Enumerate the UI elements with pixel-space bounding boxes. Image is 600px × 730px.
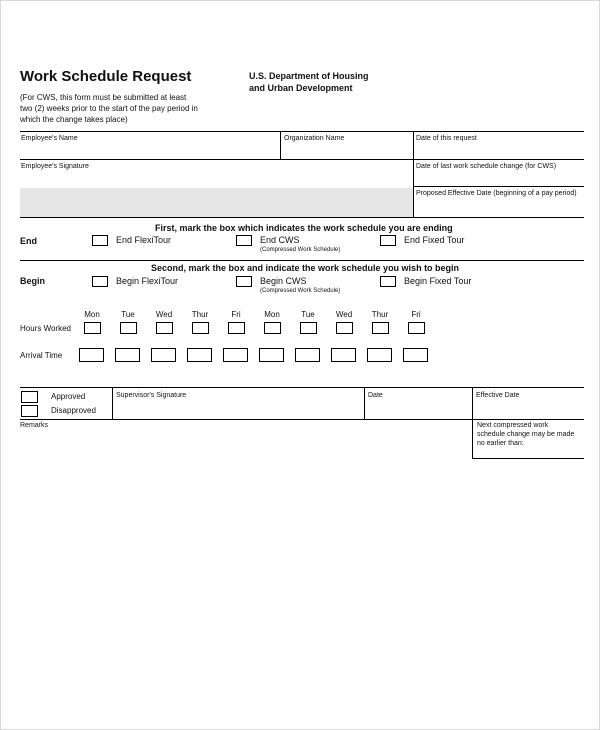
next-change-note: Next compressed work schedule change may be made no earlier than: <box>477 422 575 447</box>
end-fixed-tour-checkbox[interactable] <box>380 235 396 246</box>
hours-input[interactable] <box>264 322 281 334</box>
arrival-input[interactable] <box>295 348 320 362</box>
begin-flexitour-label: Begin FlexiTour <box>116 276 179 286</box>
grid-line-3 <box>413 186 584 187</box>
begin-section-heading: Second, mark the box and indicate the work schedule you wish to begin <box>151 263 460 273</box>
arrival-input[interactable] <box>403 348 428 362</box>
arrival-input[interactable] <box>223 348 248 362</box>
begin-cws-subtitle: (Compressed Work Schedule) <box>260 288 341 294</box>
approved-label: Approved <box>51 392 86 401</box>
supervisor-signature-field[interactable]: Supervisor's Signature <box>116 392 187 399</box>
hours-input[interactable] <box>336 322 353 334</box>
end-cws-subtitle: (Compressed Work Schedule) <box>260 247 341 253</box>
begin-cws-label: Begin CWS <box>260 276 307 286</box>
end-flexitour-label: End FlexiTour <box>116 235 172 245</box>
department-name <box>249 70 409 94</box>
grid-line-top <box>20 131 584 132</box>
arrival-time-label: Arrival Time <box>20 351 63 360</box>
day-header: Fri <box>231 310 241 319</box>
hours-worked-label: Hours Worked <box>20 324 71 333</box>
end-cws-checkbox[interactable] <box>236 235 252 246</box>
arrival-input[interactable] <box>367 348 392 362</box>
arrival-input[interactable] <box>79 348 104 362</box>
begin-cws-checkbox[interactable] <box>236 276 252 287</box>
hours-input[interactable] <box>408 322 425 334</box>
begin-fixed-tour-label: Begin Fixed Tour <box>404 276 472 286</box>
arrival-input[interactable] <box>259 348 284 362</box>
section-divider <box>20 260 584 261</box>
organization-name-field[interactable]: Organization Name <box>284 135 345 142</box>
hours-input[interactable] <box>192 322 209 334</box>
day-header: Wed <box>155 310 173 319</box>
end-section-heading: First, mark the box which indicates the work schedule you are ending <box>155 223 453 233</box>
department-line-2: and Urban Development <box>249 83 353 93</box>
grid-line-2 <box>20 159 584 160</box>
approval-divider-3 <box>472 387 473 458</box>
begin-row-label: Begin <box>20 276 46 286</box>
disapproved-checkbox[interactable] <box>21 405 38 417</box>
arrival-input[interactable] <box>151 348 176 362</box>
proposed-effective-date-field[interactable]: Proposed Effective Date (beginning of a pay period) <box>416 190 577 197</box>
grid-line-bottom <box>20 217 584 218</box>
approval-divider-1 <box>112 387 113 419</box>
day-header: Thur <box>191 310 209 319</box>
arrival-input[interactable] <box>331 348 356 362</box>
effective-date-field[interactable]: Effective Date <box>476 392 520 399</box>
day-header: Thur <box>371 310 389 319</box>
remarks-box-bottom <box>472 458 584 459</box>
approval-line-bottom <box>20 419 584 420</box>
disapproved-label: Disapproved <box>51 406 96 415</box>
day-header: Mon <box>84 310 100 319</box>
day-header: Tue <box>121 310 135 319</box>
submission-note: (For CWS, this form must be submitted at least two (2) weeks prior to the start of the pay period in which the change takes place) <box>20 93 198 124</box>
form-title: Work Schedule Request <box>20 68 192 85</box>
begin-flexitour-checkbox[interactable] <box>92 276 108 287</box>
employee-name-field[interactable]: Employee's Name <box>21 135 78 142</box>
day-header: Mon <box>264 310 280 319</box>
date-of-request-field[interactable]: Date of this request <box>416 135 477 142</box>
approval-line-top <box>20 387 584 388</box>
begin-fixed-tour-checkbox[interactable] <box>380 276 396 287</box>
day-header: Wed <box>335 310 353 319</box>
date-last-change-field[interactable]: Date of last work schedule change (for CWS) <box>416 163 557 170</box>
end-fixed-tour-label: End Fixed Tour <box>404 235 465 245</box>
hours-input[interactable] <box>156 322 173 334</box>
hours-input[interactable] <box>300 322 317 334</box>
day-header: Tue <box>301 310 315 319</box>
end-cws-label: End CWS <box>260 235 300 245</box>
grid-divider-2 <box>413 131 414 217</box>
grid-divider-1 <box>280 131 281 159</box>
arrival-input[interactable] <box>187 348 212 362</box>
department-line-1: U.S. Department of Housing <box>249 71 369 81</box>
arrival-input[interactable] <box>115 348 140 362</box>
hours-input[interactable] <box>84 322 101 334</box>
remarks-field[interactable]: Remarks <box>20 422 49 429</box>
employee-signature-field[interactable]: Employee's Signature <box>21 163 89 170</box>
approved-checkbox[interactable] <box>21 391 38 403</box>
day-header: Fri <box>411 310 421 319</box>
approval-date-field[interactable]: Date <box>368 392 383 399</box>
shaded-area <box>20 188 413 217</box>
end-row-label: End <box>20 236 37 246</box>
hours-input[interactable] <box>228 322 245 334</box>
hours-input[interactable] <box>372 322 389 334</box>
end-flexitour-checkbox[interactable] <box>92 235 108 246</box>
hours-input[interactable] <box>120 322 137 334</box>
approval-divider-2 <box>364 387 365 419</box>
